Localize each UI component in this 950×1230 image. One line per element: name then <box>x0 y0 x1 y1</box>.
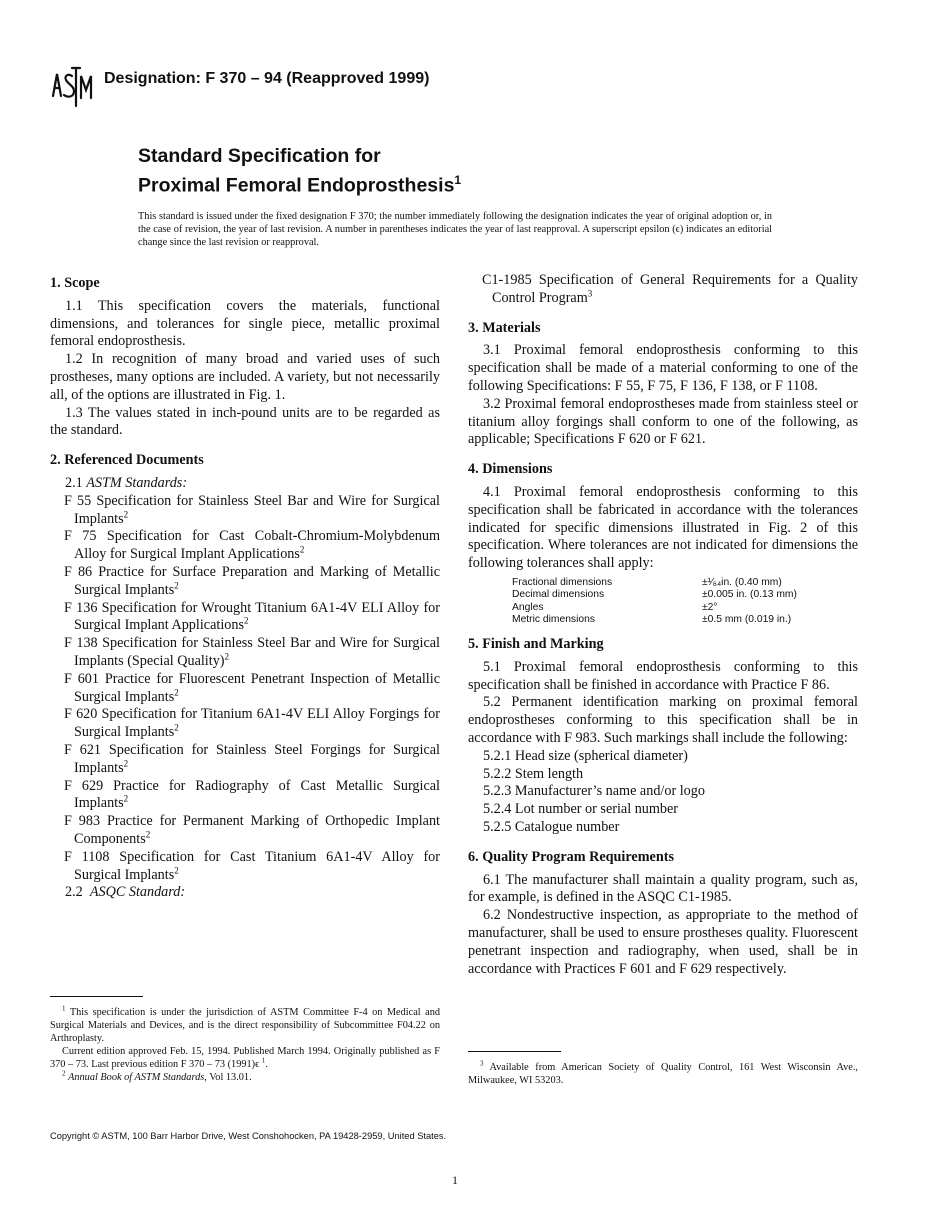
tolerance-row <box>512 577 797 590</box>
astm-standards-number: 2.1 <box>65 474 83 491</box>
ref-text: F 86 Practice for Surface Preparation and Marking of Metallic Surgical Implants <box>64 563 440 598</box>
ref-footnote-mark: 2 <box>123 793 129 804</box>
footnote-text: Annual Book of ASTM Standards, <box>68 1072 207 1083</box>
title-footnote-mark: 1 <box>454 173 462 187</box>
ref-item <box>50 778 440 814</box>
marking-item: 5.2.4 Lot number or serial number <box>483 801 679 818</box>
section-heading-finish-marking: 5. Finish and Marking <box>468 635 604 652</box>
section-heading-quality: 6. Quality Program Requirements <box>468 848 674 865</box>
footnotes-right <box>468 1051 858 1087</box>
marking-item: 5.2.5 Catalogue number <box>483 818 620 835</box>
tolerance-label: Decimal dimensions <box>512 589 605 601</box>
ref-item <box>50 706 440 742</box>
ref-footnote-mark: 2 <box>243 615 249 626</box>
ref-footnote-mark: 2 <box>174 580 179 591</box>
footnote-mark: 3 <box>480 1059 484 1068</box>
tolerance-value: ±0.5 mm (0.019 in.) <box>702 614 792 626</box>
marking-item: 5.2.1 Head size (spherical diameter) <box>483 747 688 764</box>
right-column <box>468 272 858 978</box>
footnote-text: This specification is under the jurisdiction of ASTM Committee F-4 on Medical and Surgical Materials and Devices, and is the direct responsibility of Subcommittee F04.22 on Arthroplasty. <box>50 1007 440 1044</box>
ref-item <box>50 671 440 707</box>
ref-footnote-mark: 2 <box>224 651 230 662</box>
astm-logo-icon <box>48 62 96 115</box>
tolerance-value: ±¹⁄₆₄in. (0.40 mm) <box>702 576 782 588</box>
tolerance-label: Angles <box>512 601 544 613</box>
marking-item: 5.2.2 Stem length <box>483 765 584 782</box>
ref-text: F 620 Specification for Titanium 6A1-4V ELI Alloy Forgings for Surgical Implants <box>64 706 440 741</box>
section-heading-materials: 3. Materials <box>468 319 541 336</box>
ref-text: F 983 Practice for Permanent Marking of Orthopedic Implant Components <box>64 813 440 847</box>
ref-item <box>50 742 440 778</box>
tolerance-table <box>512 577 797 627</box>
section-heading-dimensions: 4. Dimensions <box>468 461 553 478</box>
footnote-mark: 1 <box>62 1004 66 1013</box>
asqc-standard-title: ASQC Standard: <box>89 884 186 901</box>
page-title <box>138 144 461 198</box>
ref-footnote-mark: 2 <box>174 722 179 733</box>
paragraph-5-1: 5.1 Proximal femoral endoprosthesis conforming to this specification shall be finished in accordance with Practice F 86. <box>468 658 858 693</box>
paragraph-6-1: 6.1 The manufacturer shall maintain a quality program, such as, for example, is defined in the ASQC C1-1985. <box>468 871 858 906</box>
tolerance-value: ±2° <box>702 601 718 613</box>
section-heading-scope: 1. Scope <box>50 275 100 291</box>
ref-text: C1-1985 Specification of General Requirements for a Quality Control Program <box>482 272 858 306</box>
astm-standards-label <box>50 475 440 493</box>
copyright-notice: Copyright © ASTM, 100 Barr Harbor Drive, West Conshohocken, PA 19428-2959, United States. <box>50 1131 447 1141</box>
footnote-mark: 2 <box>62 1069 66 1078</box>
astm-standards-title: ASTM Standards: <box>86 474 188 491</box>
tolerance-value: ±0.005 in. (0.13 mm) <box>702 589 797 601</box>
section-heading-referenced-documents: 2. Referenced Documents <box>50 452 204 469</box>
ref-item <box>50 849 440 885</box>
tolerance-row <box>512 589 797 602</box>
marking-item: 5.2.3 Manufacturer’s name and/or logo <box>483 783 705 800</box>
ref-footnote-mark: 2 <box>145 829 151 840</box>
paragraph-1-2: 1.2 In recognition of many broad and varied uses of such prostheses, many options are included. A variety, but not necessarily all, of the options are illustrated in Fig. 1. <box>50 351 440 403</box>
paragraph-1-3: 1.3 The values stated in inch-pound units are to be regarded as the standard. <box>50 404 440 439</box>
footnote-1 <box>50 1006 440 1045</box>
ref-text: F 75 Specification for Cast Cobalt-Chromium-Molybdenum Alloy for Surgical Implant Applications <box>64 528 440 563</box>
ref-footnote-mark: 3 <box>587 288 593 299</box>
ref-footnote-mark: 2 <box>299 544 305 555</box>
ref-item <box>50 564 440 600</box>
ref-text: F 138 Specification for Stainless Steel Bar and Wire for Surgical Implants (Special Quality) <box>64 635 440 669</box>
footnote-epsilon-mark: 1 <box>261 1056 266 1065</box>
ref-item <box>50 493 440 529</box>
ref-text: F 1108 Specification for Cast Titanium 6A1-4V Alloy for Surgical Implants <box>64 848 440 883</box>
left-column <box>50 272 440 902</box>
ref-item <box>50 528 440 564</box>
paragraph-6-2: 6.2 Nondestructive inspection, as appropriate to the method of manufacturer, shall be used to ensure prostheses quality. Fluorescent penetrant inspection and radiography, when used, shall be in accordance with Practices F 601 and F 629 respectively. <box>468 907 858 977</box>
issuance-notice: This standard is issued under the fixed designation F 370; the number immediately following the designation indicates the year of original adoption or, in the case of revision, the year of last revision. A number in parentheses indicates the year of last reapproval. A superscript epsilon (ϵ) indicates an editorial change since the last revision or reapproval. <box>138 211 772 248</box>
ref-footnote-mark: 2 <box>174 686 179 697</box>
footnote-volume: Vol 13.01. <box>209 1072 252 1083</box>
ref-text: F 629 Practice for Radiography of Cast Metallic Surgical Implants <box>64 777 440 812</box>
paragraph-5-2: 5.2 Permanent identification marking on proximal femoral endoprostheses conforming to this specification shall be in accordance with F 983. Such markings shall include the following: <box>468 694 858 746</box>
footnote-divider <box>468 1051 561 1052</box>
title-line-2-text: Proximal Femoral Endoprosthesis <box>138 174 455 197</box>
asqc-standard-label <box>50 884 440 902</box>
ref-footnote-mark: 2 <box>174 864 179 875</box>
paragraph-3-1: 3.1 Proximal femoral endoprosthesis conforming to this specification shall be made of a material conforming to one of the following Specifications: F 55, F 75, F 136, F 138, or F 1108. <box>468 342 858 394</box>
ref-text: F 136 Specification for Wrought Titanium 6A1-4V ELI Alloy for Surgical Implant Applications <box>64 599 440 634</box>
paragraph-4-1: 4.1 Proximal femoral endoprosthesis conforming to this specification shall be fabricated in accordance with the tolerances indicated for specific dimensions illustrated in Fig. 2 of this specification. Where tolerances are not indicated for dimensions the following tolerances shall apply: <box>468 483 858 572</box>
title-line-2 <box>138 168 461 198</box>
page-number: 1 <box>452 1173 458 1187</box>
ref-text: F 621 Specification for Stainless Steel Forgings for Surgical Implants <box>64 741 440 776</box>
footnote-text: Current edition approved Feb. 15, 1994. Published March 1994. Originally published as F 370 – 73. Last previous edition F 370 – 73 (1991)ϵ <box>50 1046 440 1070</box>
ref-item <box>50 813 440 849</box>
ref-text: F 601 Practice for Fluorescent Penetrant Inspection of Metallic Surgical Implants <box>64 670 440 705</box>
ref-footnote-mark: 2 <box>123 757 129 768</box>
asqc-standard-number: 2.2 <box>65 884 83 901</box>
paragraph-3-2: 3.2 Proximal femoral endoprostheses made from stainless steel or titanium alloy forgings shall conform to one of the following, as applicable; Specifications F 620 or F 621. <box>468 395 858 448</box>
designation: Designation: F 370 – 94 (Reapproved 1999) <box>104 70 430 87</box>
title-line-1: Standard Specification for <box>138 145 381 167</box>
footnote-1-edition: Current edition approved Feb. 15, 1994. Published March 1994. Originally published as F 370 – 73. Last previous edition F 370 – 73 (1991)ϵ $^1$. <box>50 1046 440 1070</box>
tolerance-label: Fractional dimensions <box>512 576 613 588</box>
footnote-text: Available from American Society of Quality Control, 161 West Wisconsin Ave., Milwaukee, WI 53203. <box>468 1062 858 1086</box>
asqc-ref-item <box>468 272 858 308</box>
tolerance-row <box>512 614 797 627</box>
tolerance-label: Metric dimensions <box>512 614 595 626</box>
footnote-3 <box>468 1061 858 1087</box>
paragraph-1-1: 1.1 This specification covers the materials, functional dimensions, and tolerances for single piece, metallic proximal femoral endoprosthesis. <box>50 297 440 350</box>
tolerance-row <box>512 602 797 615</box>
ref-footnote-mark: 2 <box>123 508 129 519</box>
ref-text: F 55 Specification for Stainless Steel Bar and Wire for Surgical Implants <box>64 492 440 527</box>
footnote-divider <box>50 996 143 997</box>
ref-item <box>50 600 440 636</box>
ref-item <box>50 635 440 671</box>
footnote-2 <box>50 1071 440 1084</box>
footnotes-left <box>50 996 440 1084</box>
